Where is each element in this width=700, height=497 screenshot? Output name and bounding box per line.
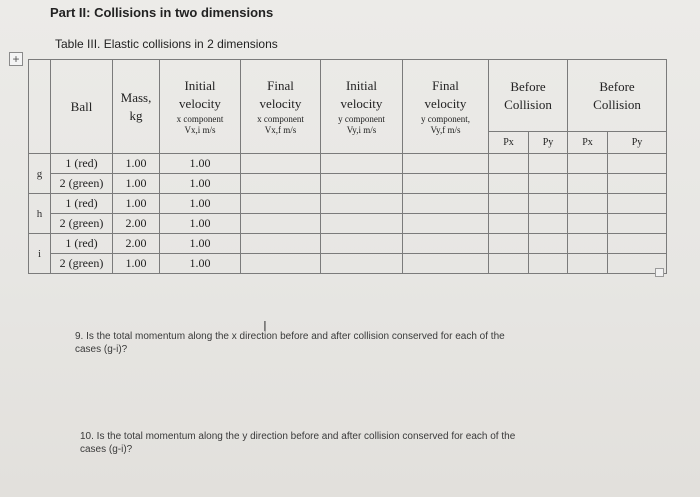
py-after-cell[interactable] bbox=[608, 234, 667, 254]
ball-cell: 2 (green) bbox=[51, 174, 113, 194]
ball-cell: 1 (red) bbox=[51, 194, 113, 214]
question-10 bbox=[80, 430, 640, 456]
header-vyf-line2: velocity bbox=[424, 96, 467, 111]
px-after-cell[interactable] bbox=[568, 194, 608, 214]
header-mass-line2: kg bbox=[129, 107, 143, 123]
vxf-cell[interactable] bbox=[241, 214, 321, 234]
vxf-cell[interactable] bbox=[241, 154, 321, 174]
header-before-collision bbox=[489, 60, 568, 132]
vxf-cell[interactable] bbox=[241, 234, 321, 254]
px-after-cell[interactable] bbox=[568, 154, 608, 174]
vyi-cell[interactable] bbox=[321, 174, 403, 194]
case-label-h: h bbox=[29, 194, 51, 234]
header-vxi-line3: x component bbox=[176, 114, 224, 124]
vyi-cell[interactable] bbox=[321, 214, 403, 234]
py-before-cell[interactable] bbox=[529, 194, 568, 214]
header-before-py: Py bbox=[529, 132, 568, 154]
page-title: Part II: Collisions in two dimensions bbox=[50, 5, 274, 20]
px-before-cell[interactable] bbox=[489, 254, 529, 274]
vyi-cell[interactable] bbox=[321, 154, 403, 174]
vxi-cell[interactable]: 1.00 bbox=[160, 154, 241, 174]
mass-cell[interactable]: 1.00 bbox=[113, 174, 160, 194]
py-before-cell[interactable] bbox=[529, 174, 568, 194]
mass-cell[interactable]: 2.00 bbox=[113, 234, 160, 254]
header-vxi bbox=[160, 60, 241, 154]
question-10-line1: 10. Is the total momentum along the y direction before and after collision conserved for each of the bbox=[80, 431, 516, 442]
header-before-line1: Before bbox=[510, 78, 546, 94]
vxi-cell[interactable]: 1.00 bbox=[160, 234, 241, 254]
py-before-cell[interactable] bbox=[529, 254, 568, 274]
header-mass bbox=[113, 60, 160, 154]
table-resize-handle[interactable] bbox=[655, 268, 664, 277]
mass-cell[interactable]: 1.00 bbox=[113, 154, 160, 174]
header-after-line2: Collision bbox=[593, 96, 641, 112]
vyf-cell[interactable] bbox=[403, 154, 489, 174]
px-before-cell[interactable] bbox=[489, 174, 529, 194]
header-vyi-line3: y component bbox=[338, 114, 385, 124]
vyf-cell[interactable] bbox=[403, 214, 489, 234]
px-after-cell[interactable] bbox=[568, 234, 608, 254]
vyi-cell[interactable] bbox=[321, 234, 403, 254]
question-9 bbox=[75, 330, 635, 356]
question-9-line2: cases (g-i)? bbox=[75, 344, 128, 355]
header-vyf-line3: y component, bbox=[421, 114, 470, 124]
vxf-cell[interactable] bbox=[241, 254, 321, 274]
header-vxf-line2: velocity bbox=[259, 96, 302, 111]
header-vxf-line1: Final bbox=[267, 78, 294, 93]
header-before-px: Px bbox=[489, 132, 529, 154]
mass-cell[interactable]: 1.00 bbox=[113, 254, 160, 274]
px-before-cell[interactable] bbox=[489, 214, 529, 234]
header-vyi-line1: Initial bbox=[345, 78, 378, 93]
ball-cell: 2 (green) bbox=[51, 254, 113, 274]
case-label-i: i bbox=[29, 234, 51, 274]
header-vxi-line1: Initial bbox=[184, 78, 216, 93]
vyf-cell[interactable] bbox=[403, 234, 489, 254]
header-vxf-line4: Vx,f m/s bbox=[264, 125, 297, 135]
header-vxf-line3: x component bbox=[257, 114, 304, 124]
header-before-line2: Collision bbox=[504, 96, 552, 112]
vyf-cell[interactable] bbox=[403, 174, 489, 194]
header-corner-cell bbox=[29, 60, 51, 154]
ball-cell: 1 (red) bbox=[51, 154, 113, 174]
py-after-cell[interactable] bbox=[608, 154, 667, 174]
header-after-py: Py bbox=[608, 132, 667, 154]
header-mass-line1: Mass, bbox=[120, 89, 152, 105]
vxf-cell[interactable] bbox=[241, 174, 321, 194]
header-vyf bbox=[403, 60, 489, 154]
question-10-line2: cases (g-i)? bbox=[80, 444, 133, 455]
header-vyi-line2: velocity bbox=[340, 96, 383, 111]
mass-cell[interactable]: 2.00 bbox=[113, 214, 160, 234]
header-vxi-line4: Vx,i m/s bbox=[184, 125, 216, 135]
py-after-cell[interactable] bbox=[608, 174, 667, 194]
vxi-cell[interactable]: 1.00 bbox=[160, 194, 241, 214]
header-vyi bbox=[321, 60, 403, 154]
vyf-cell[interactable] bbox=[403, 254, 489, 274]
header-vyf-line4: Vy,f m/s bbox=[430, 125, 461, 135]
table-caption: Table III. Elastic collisions in 2 dimensions bbox=[55, 37, 278, 51]
header-vyi-line4: Vy,i m/s bbox=[346, 125, 377, 135]
header-vyf-line1: Final bbox=[432, 78, 459, 93]
header-vxi-line2: velocity bbox=[179, 96, 221, 111]
py-before-cell[interactable] bbox=[529, 154, 568, 174]
header-after-line1: Before bbox=[599, 78, 635, 94]
py-before-cell[interactable] bbox=[529, 234, 568, 254]
ball-cell: 1 (red) bbox=[51, 234, 113, 254]
py-after-cell[interactable] bbox=[608, 214, 667, 234]
header-vxf bbox=[241, 60, 321, 154]
case-label-g: g bbox=[29, 154, 51, 194]
px-after-cell[interactable] bbox=[568, 214, 608, 234]
py-before-cell[interactable] bbox=[529, 214, 568, 234]
px-before-cell[interactable] bbox=[489, 154, 529, 174]
px-after-cell[interactable] bbox=[568, 254, 608, 274]
question-9-line1: 9. Is the total momentum along the x direction before and after collision conserved for each of the bbox=[75, 331, 505, 342]
py-after-cell[interactable] bbox=[608, 194, 667, 214]
text-cursor-icon: I bbox=[263, 320, 267, 335]
header-after-px: Px bbox=[568, 132, 608, 154]
vxf-cell[interactable] bbox=[241, 194, 321, 214]
vxi-cell[interactable]: 1.00 bbox=[160, 174, 241, 194]
mass-cell[interactable]: 1.00 bbox=[113, 194, 160, 214]
elastic-collisions-table bbox=[28, 59, 667, 274]
px-before-cell[interactable] bbox=[489, 234, 529, 254]
header-ball: Ball bbox=[51, 60, 113, 154]
vxi-cell[interactable]: 1.00 bbox=[160, 254, 241, 274]
vxi-cell[interactable]: 1.00 bbox=[160, 214, 241, 234]
plus-box-icon[interactable]: + bbox=[9, 52, 23, 66]
px-before-cell[interactable] bbox=[489, 194, 529, 214]
vyi-cell[interactable] bbox=[321, 194, 403, 214]
px-after-cell[interactable] bbox=[568, 174, 608, 194]
vyi-cell[interactable] bbox=[321, 254, 403, 274]
vyf-cell[interactable] bbox=[403, 194, 489, 214]
header-after-collision bbox=[568, 60, 667, 132]
ball-cell: 2 (green) bbox=[51, 214, 113, 234]
